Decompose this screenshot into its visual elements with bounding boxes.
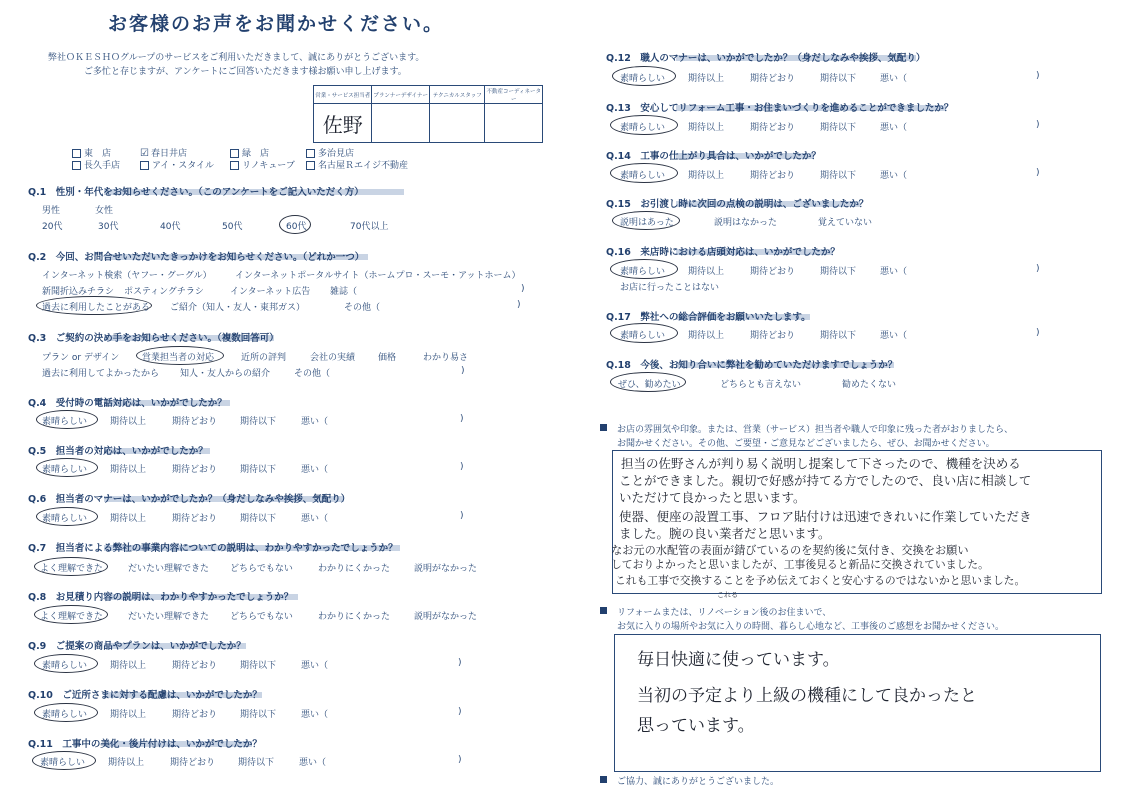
q6-title: Q.6 担当者のマナーは、いかがでしたか？（身だしなみや挨拶、気配り） <box>28 494 351 505</box>
q14-opt-excellent[interactable]: 素晴らしい <box>620 171 666 181</box>
q14-title: Q.14 工事の仕上がり具合は、いかがでしたか？ <box>606 151 821 162</box>
q4-selection-circle <box>36 410 98 429</box>
q1-male[interactable]: 男性 <box>42 206 61 216</box>
q1-age-50s[interactable]: 50代 <box>222 222 243 232</box>
q2-opt-web-ad[interactable]: インターネット広告 <box>230 287 311 297</box>
q2-opt-past-use[interactable]: 過去に利用したことがある <box>42 303 151 313</box>
q5-title: Q.5 担当者の対応は、いかがでしたか？ <box>28 446 208 457</box>
q12-opt-below[interactable]: 期待以下 <box>820 74 857 84</box>
q2-opt-other[interactable]: その他（ <box>344 303 381 313</box>
staff-table <box>313 85 543 143</box>
q14-opt-bad[interactable]: 悪い（ <box>880 171 908 181</box>
q2-title: Q.2 今回、お問合せいただいたきっかけをお知らせください。（どれか一つ） <box>28 252 365 263</box>
store-checkbox-kasugai[interactable]: ☑ 春日井店 <box>140 148 187 159</box>
q9-selection-circle <box>34 654 98 673</box>
comment2-line: 毎日快適に使っています。 <box>637 650 840 670</box>
checkbox-icon <box>306 161 315 170</box>
q3-opt-plan[interactable]: プラン or デザイン <box>42 353 120 363</box>
q18-title: Q.18 今後、お知り合いに弊社を勧めていただけますでしょうか？ <box>606 360 898 371</box>
q11-opt-excellent[interactable]: 素晴らしい <box>40 758 86 768</box>
q1-selection-circle <box>279 215 311 234</box>
comment1-line: ました。腕の良い業者だと思います。 <box>619 526 831 541</box>
comment1-line: なお元の水配管の表面が錆びているのを契約後に気付き、交換をお願い <box>611 544 969 557</box>
q5-opt-as-expected[interactable]: 期待どおり <box>172 465 218 475</box>
q8-opt-unclear[interactable]: わかりにくかった <box>318 612 391 622</box>
comment2-prompt-2: お気に入りの場所やお気に入りの時間、暮らし心地など、工事後のご感想をお聞かせください。 <box>617 622 1005 632</box>
q17-opt-excellent[interactable]: 素晴らしい <box>620 331 666 341</box>
comment1-line: これも工事で交換することを予め伝えておくと安心するのではないかと思いました。 <box>615 574 1026 587</box>
q2-opt-referral[interactable]: ご紹介（知人・友人・東邦ガス） <box>170 303 306 313</box>
checkbox-icon <box>72 161 81 170</box>
q11-opt-below[interactable]: 期待以下 <box>238 758 275 768</box>
q9-opt-bad[interactable]: 悪い（ <box>301 661 329 671</box>
q1-age-40s[interactable]: 40代 <box>160 222 181 232</box>
checkbox-icon <box>230 161 239 170</box>
q11-opt-above[interactable]: 期待以上 <box>108 758 145 768</box>
store-checkbox-nagoya-r[interactable]: 名古屋Ｒエイジ不動産 <box>306 158 408 171</box>
q12-title: Q.12 職人のマナーは、いかがでしたか？（身だしなみや挨拶、気配り） <box>606 53 926 64</box>
q2-opt-magazine[interactable]: 雑誌（ <box>330 287 358 297</box>
q16-opt-as-expected[interactable]: 期待どおり <box>750 267 796 277</box>
q17-selection-circle <box>610 323 678 343</box>
q1-age-60s[interactable]: 60代 <box>286 222 307 232</box>
comment1-insertion: これる <box>717 591 738 599</box>
q12-opt-excellent[interactable]: 素晴らしい <box>620 74 666 84</box>
comment2-textarea[interactable] <box>614 634 1101 772</box>
q10-opt-above[interactable]: 期待以上 <box>110 710 147 720</box>
store-checkbox-higashi[interactable]: 東 店 <box>72 146 111 159</box>
q8-opt-understood[interactable]: よく理解できた <box>40 612 104 622</box>
q10-opt-below[interactable]: 期待以下 <box>240 710 277 720</box>
q10-opt-excellent[interactable]: 素晴らしい <box>42 710 88 720</box>
q16-selection-circle <box>610 259 678 279</box>
staff-name-handwritten: 佐野 <box>322 112 363 137</box>
q10-title: Q.10 ご近所さまに対する配慮は、いかがでしたか？ <box>28 690 262 701</box>
q12-opt-as-expected[interactable]: 期待どおり <box>750 74 796 84</box>
staff-cell-planner[interactable] <box>372 104 429 143</box>
q1-title: Q.1 性別・年代をお知らせください。（このアンケートをご記入いただく方） <box>28 187 364 198</box>
checked-checkbox-icon: ☑ <box>140 148 149 159</box>
q2-opt-newspaper[interactable]: 新聞折込みチラシ <box>42 287 115 297</box>
q7-opt-none[interactable]: 説明がなかった <box>414 564 478 574</box>
q7-title: Q.7 担当者による弊社の事業内容についての説明は、わかりやすかったでしょうか？ <box>28 543 398 554</box>
comment1-prompt-1: お店の雰囲気や印象。または、営業（サービス）担当者や職人で印象に残った者がおりましたら、 <box>617 425 1014 435</box>
q15-opt-dont-remember[interactable]: 覚えていない <box>818 218 873 228</box>
store-checkbox-midori[interactable]: 緑 店 <box>230 146 269 159</box>
q3-opt-other[interactable]: その他（ <box>294 369 331 379</box>
q6-opt-as-expected[interactable]: 期待どおり <box>172 514 218 524</box>
q2-opt-portal[interactable]: インターネットポータルサイト（ホームプロ・スーモ・アットホーム） <box>235 271 521 281</box>
q17-title: Q.17 弊社への総合評価をお願いいたします。 <box>606 312 811 323</box>
q18-selection-circle <box>610 372 686 392</box>
q4-opt-bad[interactable]: 悪い（ <box>301 417 329 427</box>
q14-opt-below[interactable]: 期待以下 <box>820 171 857 181</box>
q9-opt-above[interactable]: 期待以上 <box>110 661 147 671</box>
q3-opt-sales-rep[interactable]: 営業担当者の対応 <box>142 353 215 363</box>
q3-opt-price[interactable]: 価格 <box>378 353 397 363</box>
q16-opt-bad[interactable]: 悪い（ <box>880 267 908 277</box>
checkbox-icon <box>72 149 81 158</box>
q16-opt-excellent[interactable]: 素晴らしい <box>620 267 666 277</box>
staff-cell-technical[interactable] <box>429 104 485 143</box>
q3-opt-past-good[interactable]: 過去に利用してよかったから <box>42 369 160 379</box>
q2-opt-search[interactable]: インターネット検索（ヤフー・グーグル） <box>42 271 212 281</box>
q1-age-30s[interactable]: 30代 <box>98 222 119 232</box>
comment2-line: 思っています。 <box>637 716 755 736</box>
store-checkbox-tajimi[interactable]: 多治見店 <box>306 146 354 159</box>
section-bullet-icon <box>600 424 607 431</box>
q4-opt-excellent[interactable]: 素晴らしい <box>42 417 88 427</box>
comment1-line: しておりよかったと思いましたが、工事後見ると新品に交換されていました。 <box>611 558 989 571</box>
q4-opt-below[interactable]: 期待以下 <box>240 417 277 427</box>
comment1-textarea[interactable] <box>612 450 1102 594</box>
comment2-line: 当初の予定より上級の機種にして良かったと <box>637 686 977 706</box>
comment1-line: いただけて良かったと思います。 <box>619 490 806 505</box>
q7-opt-neutral[interactable]: どちらでもない <box>230 564 293 574</box>
q12-opt-bad[interactable]: 悪い（ <box>880 74 908 84</box>
q7-selection-circle <box>34 557 108 576</box>
q15-opt-not-explained[interactable]: 説明はなかった <box>714 218 778 228</box>
q16-opt-above[interactable]: 期待以上 <box>688 267 725 277</box>
q17-opt-as-expected[interactable]: 期待どおり <box>750 331 796 341</box>
staff-header-planner: プランナーデザイナー <box>372 86 429 104</box>
q3-opt-friend[interactable]: 知人・友人からの紹介 <box>180 369 271 379</box>
q10-selection-circle <box>34 703 98 722</box>
store-checkbox-nagakute[interactable]: 長久手店 <box>72 158 120 171</box>
q10-opt-as-expected[interactable]: 期待どおり <box>172 710 218 720</box>
q3-opt-track-record[interactable]: 会社の実績 <box>310 353 356 363</box>
q9-opt-excellent[interactable]: 素晴らしい <box>42 661 88 671</box>
staff-header-technical: テクニカルスタッフ <box>429 86 485 104</box>
q7-opt-mostly[interactable]: だいたい理解できた <box>128 564 210 574</box>
q18-opt-neutral[interactable]: どちらとも言えない <box>720 380 802 390</box>
q5-opt-below[interactable]: 期待以下 <box>240 465 277 475</box>
q9-title: Q.9 ご提案の商品やプランは、いかがでしたか？ <box>28 641 246 652</box>
section-bullet-icon <box>600 607 607 614</box>
q11-title: Q.11 工事中の美化・後片付けは、いかがでしたか？ <box>28 739 262 750</box>
q14-opt-as-expected[interactable]: 期待どおり <box>750 171 796 181</box>
q1-female[interactable]: 女性 <box>95 206 114 216</box>
comment1-line: 使器、便座の設置工事、フロア貼付けは迅速できれいに作業していただき <box>619 509 1032 524</box>
q6-selection-circle <box>36 507 98 526</box>
q8-opt-neutral[interactable]: どちらでもない <box>230 612 293 622</box>
section-bullet-icon <box>600 776 607 783</box>
q10-opt-bad[interactable]: 悪い（ <box>301 710 329 720</box>
q3-opt-clarity[interactable]: わかり易さ <box>423 353 469 363</box>
q18-opt-not-recommend[interactable]: 勧めたくない <box>842 380 897 390</box>
q11-selection-circle <box>32 751 96 770</box>
comment1-line: 担当の佐野さんが判り易く説明し提案して下さったので、機種を決める <box>621 456 1021 471</box>
staff-cell-sales[interactable] <box>314 104 372 143</box>
q7-opt-understood[interactable]: よく理解できた <box>40 564 104 574</box>
q5-opt-excellent[interactable]: 素晴らしい <box>42 465 88 475</box>
q11-opt-bad[interactable]: 悪い（ <box>299 758 327 768</box>
q14-selection-circle <box>610 163 678 183</box>
intro-text-2: ご多忙と存じますが、アンケートにご回答いただきます様お願い申し上げます。 <box>84 67 407 77</box>
footer-thanks: ご協力、誠にありがとうございました。 <box>617 777 780 787</box>
q14-opt-above[interactable]: 期待以上 <box>688 171 725 181</box>
q5-opt-bad[interactable]: 悪い（ <box>301 465 329 475</box>
comment1-line: ことができました。親切で好感が持てる方でしたので、良い店に相談して <box>619 473 1032 488</box>
q8-opt-mostly[interactable]: だいたい理解できた <box>128 612 210 622</box>
q2-selection-circle <box>36 296 152 315</box>
intro-text-1: 弊社ＯＫＥＳＨＯグループのサービスをご利用いただきまして、誠にありがとうございます。 <box>48 53 425 63</box>
q7-opt-unclear[interactable]: わかりにくかった <box>318 564 391 574</box>
q16-opt-never-visited[interactable]: お店に行ったことはない <box>620 283 720 293</box>
checkbox-icon <box>306 149 315 158</box>
q6-opt-below[interactable]: 期待以下 <box>240 514 277 524</box>
q16-title: Q.16 来店時における店頭対応は、いかがでしたか？ <box>606 247 840 258</box>
q3-selection-circle <box>136 346 224 365</box>
staff-header-sales: 営業・サービス担当者 <box>314 86 372 104</box>
q6-opt-above[interactable]: 期待以上 <box>110 514 147 524</box>
q5-opt-above[interactable]: 期待以上 <box>110 465 147 475</box>
survey-title: お客様のお声をお聞かせください。 <box>108 13 445 35</box>
q4-title: Q.4 受付時の電話対応は、いかがでしたか？ <box>28 398 227 409</box>
q13-opt-below[interactable]: 期待以下 <box>820 123 857 133</box>
q8-selection-circle <box>34 605 108 624</box>
q13-opt-above[interactable]: 期待以上 <box>688 123 725 133</box>
q15-selection-circle <box>612 211 680 230</box>
q13-opt-as-expected[interactable]: 期待どおり <box>750 123 796 133</box>
q6-opt-bad[interactable]: 悪い（ <box>301 514 329 524</box>
q3-opt-reputation[interactable]: 近所の評判 <box>241 353 287 363</box>
staff-header-realestate: 不動産コーディネーター <box>485 86 543 104</box>
q9-opt-as-expected[interactable]: 期待どおり <box>172 661 218 671</box>
q2-opt-posting[interactable]: ポスティングチラシ <box>124 287 204 297</box>
q18-opt-recommend[interactable]: ぜひ、勧めたい <box>618 380 681 390</box>
q1-age-70s[interactable]: 70代以上 <box>350 222 389 232</box>
checkbox-icon <box>140 161 149 170</box>
q13-opt-bad[interactable]: 悪い（ <box>880 123 908 133</box>
q13-selection-circle <box>610 115 678 135</box>
q17-opt-below[interactable]: 期待以下 <box>820 331 857 341</box>
comment2-prompt-1: リフォームまたは、リノベーション後のお住まいで、 <box>617 608 832 618</box>
q17-opt-above[interactable]: 期待以上 <box>688 331 725 341</box>
q1-age-20s[interactable]: 20代 <box>42 222 63 232</box>
q8-title: Q.8 お見積り内容の説明は、わかりやすかったでしょうか？ <box>28 592 294 603</box>
q13-opt-excellent[interactable]: 素晴らしい <box>620 123 666 133</box>
q12-selection-circle <box>612 66 676 86</box>
q8-opt-none[interactable]: 説明がなかった <box>414 612 478 622</box>
q6-opt-excellent[interactable]: 素晴らしい <box>42 514 88 524</box>
q16-opt-below[interactable]: 期待以下 <box>820 267 857 277</box>
q4-opt-above[interactable]: 期待以上 <box>110 417 147 427</box>
store-checkbox-renocube[interactable]: リノキューブ <box>230 158 295 171</box>
q3-title: Q.3 ご契約の決め手をお知らせください。（複数回答可） <box>28 333 279 344</box>
q17-opt-bad[interactable]: 悪い（ <box>880 331 908 341</box>
q12-opt-above[interactable]: 期待以上 <box>688 74 725 84</box>
q11-opt-as-expected[interactable]: 期待どおり <box>170 758 216 768</box>
q15-title: Q.15 お引渡し時に次回の点検の説明は、ございましたか？ <box>606 199 869 210</box>
comment1-prompt-2: お聞かせください。その他、ご要望・ご意見などございましたら、ぜひ、お聞かせください。 <box>617 439 995 449</box>
q4-opt-as-expected[interactable]: 期待どおり <box>172 417 218 427</box>
store-checkbox-istyle[interactable]: アイ・スタイル <box>140 158 214 171</box>
staff-cell-realestate[interactable] <box>485 104 543 143</box>
q13-title: Q.13 安心してリフォーム工事・お住まいづくりを進めることができましたか？ <box>606 103 954 114</box>
q9-opt-below[interactable]: 期待以下 <box>240 661 277 671</box>
q15-opt-explained[interactable]: 説明はあった <box>620 218 674 228</box>
q5-selection-circle <box>36 458 98 477</box>
checkbox-icon <box>230 149 239 158</box>
